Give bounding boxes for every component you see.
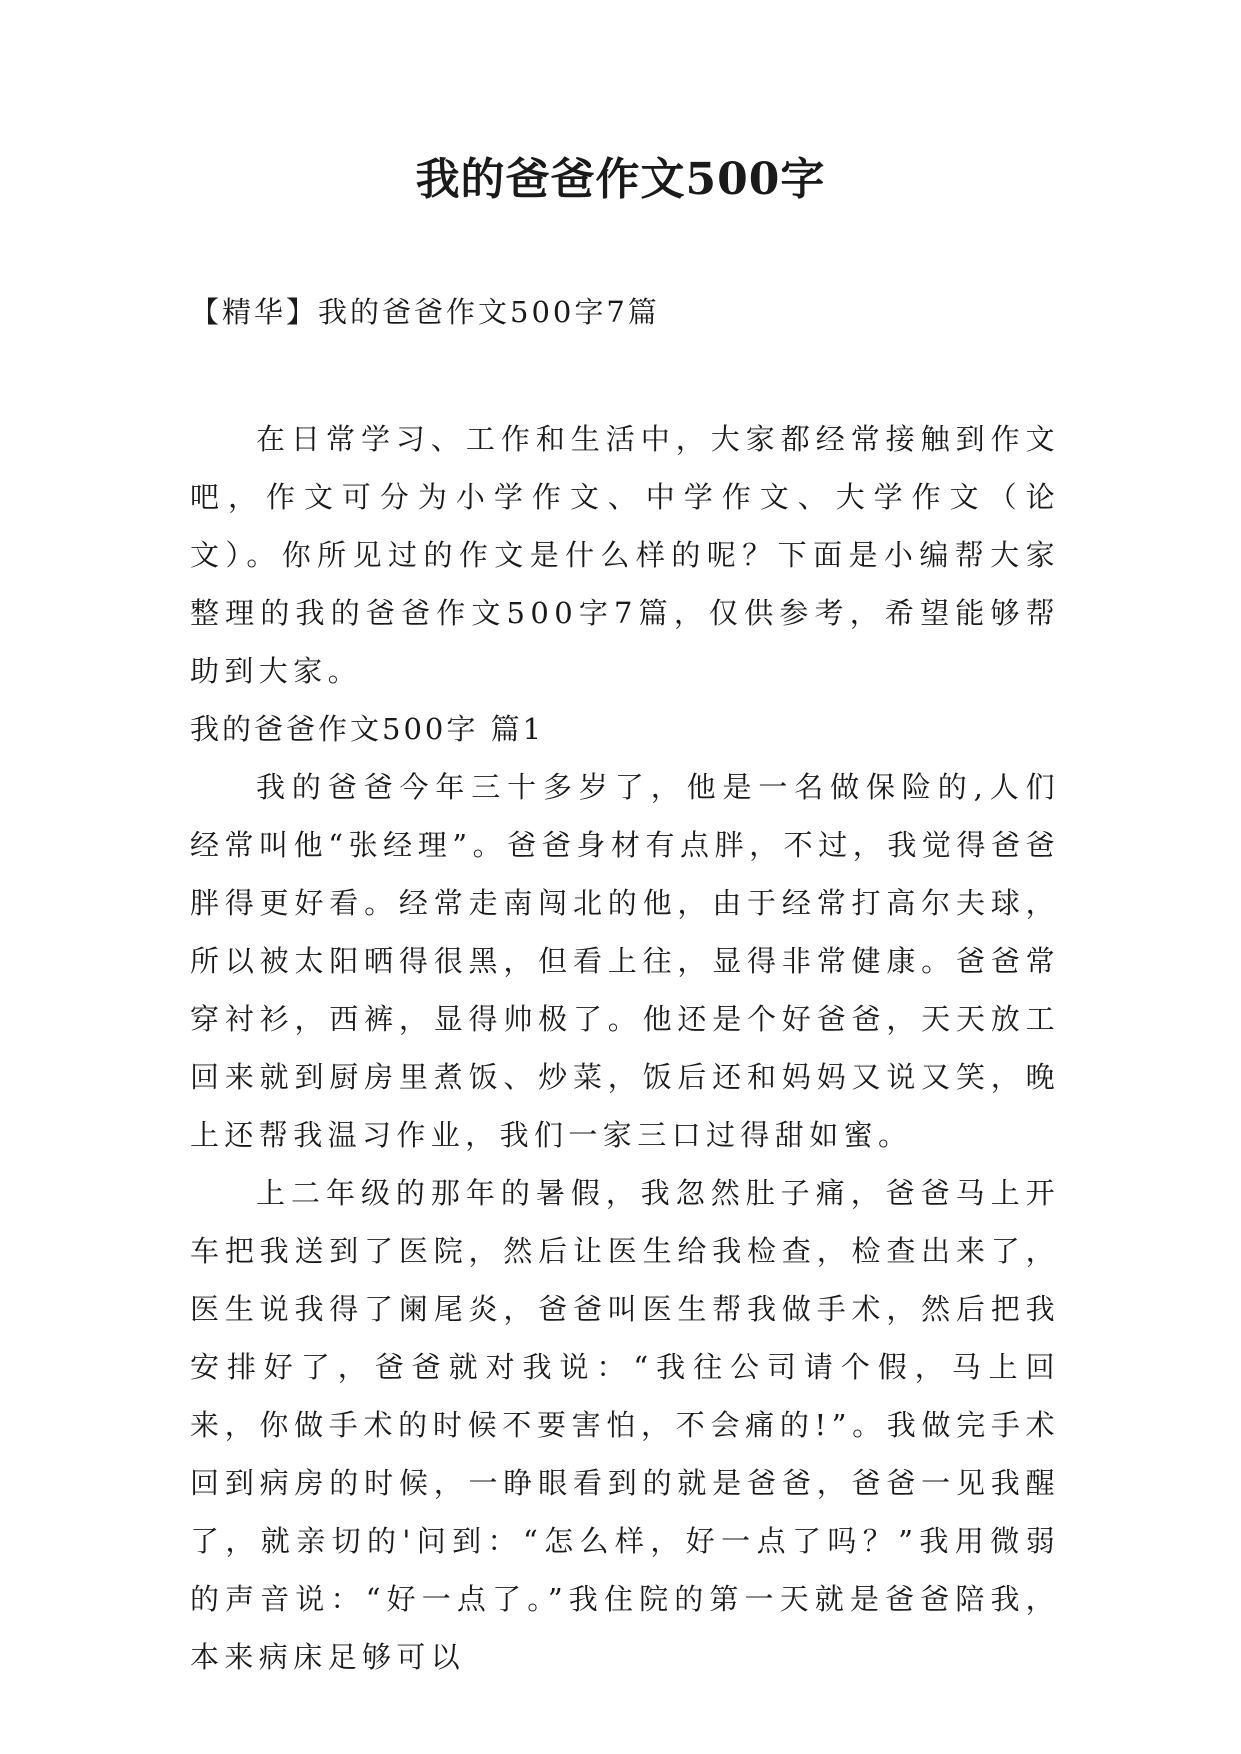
body-paragraph: 上二年级的那年的暑假，我忽然肚子痛，爸爸马上开车把我送到了医院，然后让医生给我检查，检查出来了，医生说我得了阑尾炎，爸爸叫医生帮我做手术，然后把我安排好了，爸爸就对我说：“我往公司请个假，马上回来，你做手术的时候不要害怕，不会痛的!”。我做完手术回到病房的时候，一睁眼看到的就是爸爸，爸爸一见我醒了，就亲切的'问到：“怎么样，好一点了吗？”我用微弱的声音说：“好一点了。”我住院的第一天就是爸爸陪我，本来病床足够可以 <box>190 1176 1060 1674</box>
document-body <box>190 410 1060 1686</box>
intro-paragraph: 在日常学习、工作和生活中，大家都经常接触到作文吧，作文可分为小学作文、中学作文、大学作文（论文）。你所见过的作文是什么样的呢？下面是小编帮大家整理的我的爸爸作文500字7篇，仅供参考，希望能够帮助到大家。 <box>190 422 1060 688</box>
body-paragraph: 我的爸爸今年三十多岁了，他是一名做保险的,人们经常叫他“张经理”。爸爸身材有点胖，不过，我觉得爸爸胖得更好看。经常走南闯北的他，由于经常打高尔夫球，所以被太阳晒得很黑，但看上往，显得非常健康。爸爸常穿衬衫，西裤，显得帅极了。他还是个好爸爸，天天放工回来就到厨房里煮饭、炒菜，饭后还和妈妈又说又笑，晚上还帮我温习作业，我们一家三口过得甜如蜜。 <box>190 770 1060 1152</box>
document-subtitle: 【精华】我的爸爸作文500字7篇 <box>190 295 660 329</box>
document-title: 我的爸爸作文500字 <box>415 154 826 205</box>
section-heading: 我的爸爸作文500字 篇1 <box>190 712 545 746</box>
